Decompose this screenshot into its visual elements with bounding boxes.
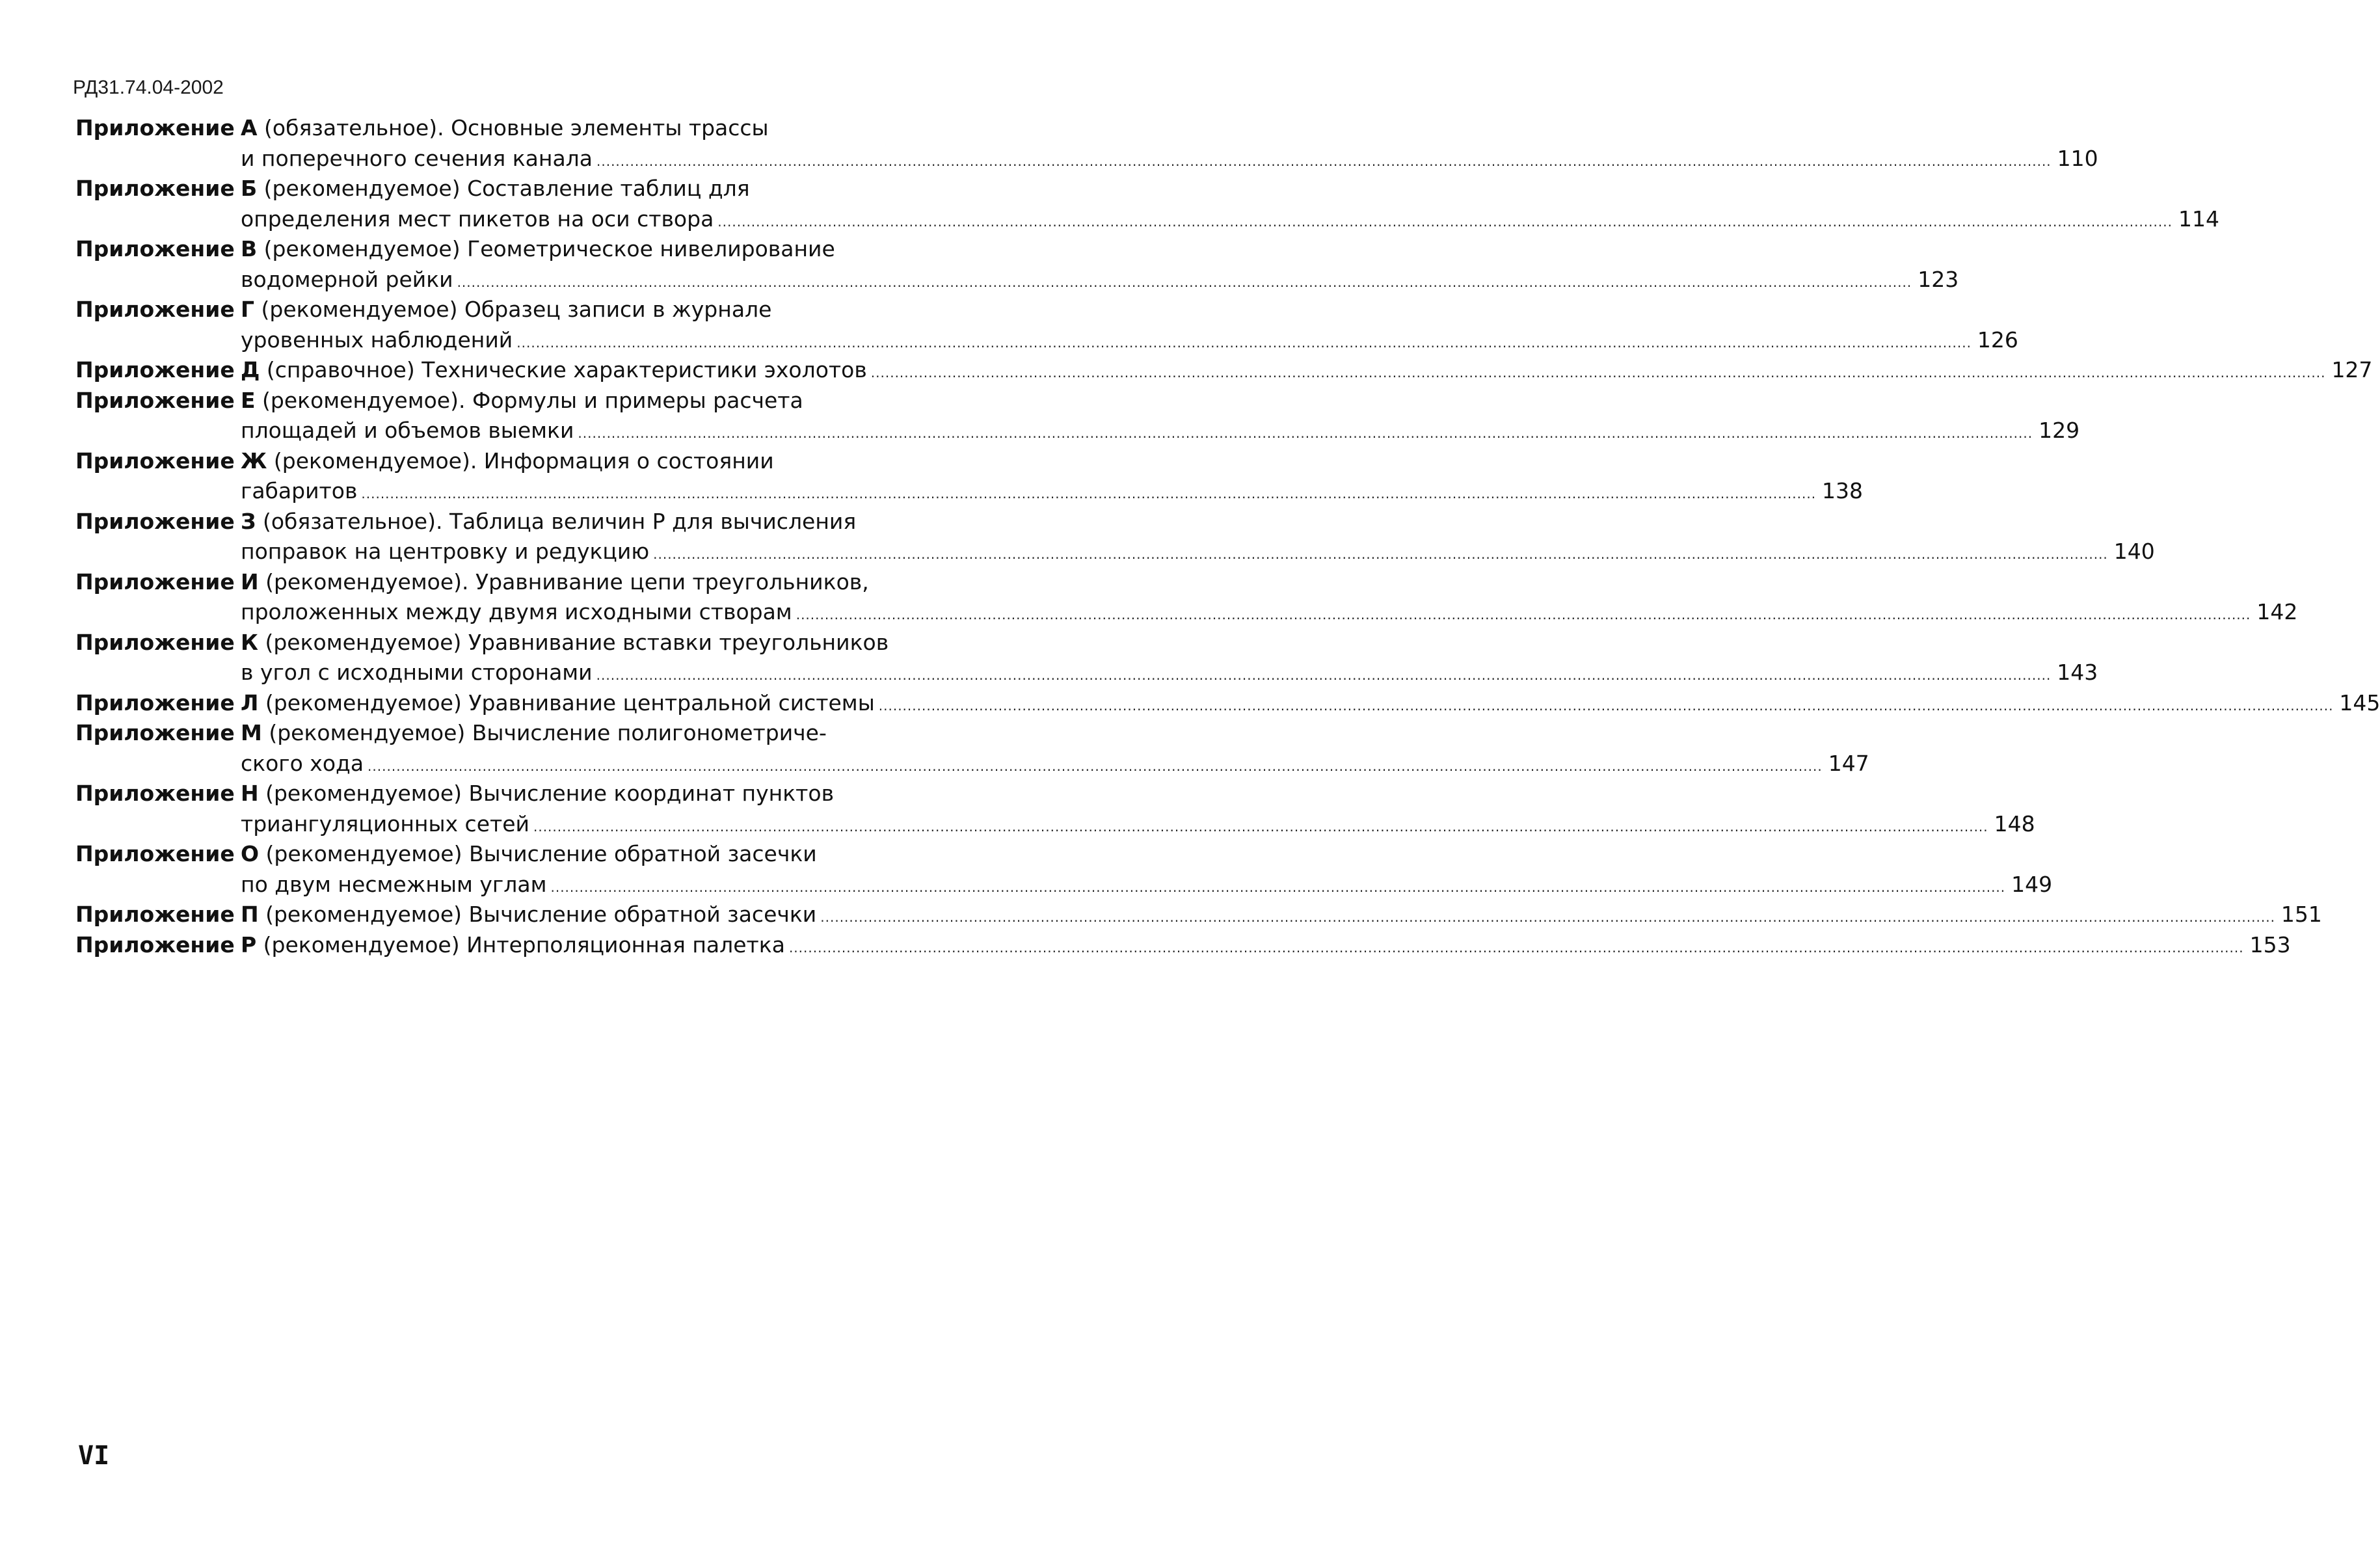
toc-entry-p[interactable] bbox=[75, 900, 2322, 930]
page-number-footer: VI bbox=[78, 1441, 110, 1471]
entry-title: (справочное) Технические характеристики эхолотов bbox=[260, 357, 867, 382]
entry-page-number: 145 bbox=[2339, 690, 2380, 716]
entry-letter: П bbox=[241, 902, 259, 927]
toc-entry-n[interactable] bbox=[75, 779, 2035, 839]
entry-letter: О bbox=[241, 841, 260, 866]
entry-letter: Б bbox=[241, 176, 258, 201]
entry-letter: Е bbox=[241, 387, 256, 413]
entry-letter: В bbox=[241, 236, 258, 261]
dot-leader bbox=[653, 548, 2108, 561]
entry-page-number: 142 bbox=[2256, 599, 2298, 624]
entry-label: Приложение bbox=[75, 176, 235, 201]
entry-title-continued: поправок на центровку и редукцию bbox=[241, 539, 650, 564]
entry-page-number: 126 bbox=[1977, 327, 2018, 353]
entry-label: Приложение bbox=[75, 387, 235, 413]
entry-page-number: 143 bbox=[2057, 660, 2098, 685]
entry-page-number: 147 bbox=[1828, 750, 1869, 776]
entry-letter: Р bbox=[241, 931, 257, 958]
entry-title-continued: габаритов bbox=[241, 478, 358, 503]
entry-title: (рекомендуемое) Вычисление обратной засечки bbox=[259, 841, 817, 866]
entry-label: Приложение bbox=[75, 720, 235, 745]
entry-title-continued: в угол с исходными сторонами bbox=[241, 660, 593, 685]
dot-leader bbox=[578, 427, 2033, 440]
entry-title-continued: проложенных между двумя исходными створам bbox=[241, 599, 792, 624]
entry-title: (рекомендуемое). Информация о состоянии bbox=[267, 448, 774, 474]
entry-page-number: 140 bbox=[2113, 539, 2155, 564]
entry-letter: Л bbox=[241, 690, 259, 716]
entry-page-number: 151 bbox=[2280, 902, 2322, 927]
entry-title-continued: площадей и объемов выемки bbox=[241, 418, 574, 443]
toc-entry-l[interactable] bbox=[75, 688, 2380, 719]
entry-label: Приложение bbox=[75, 781, 235, 806]
dot-leader bbox=[796, 608, 2251, 621]
dot-leader bbox=[717, 215, 2173, 228]
entry-page-number: 123 bbox=[1918, 266, 1959, 292]
entry-page-number: 110 bbox=[2057, 145, 2098, 171]
dot-leader bbox=[596, 155, 2052, 168]
toc-entry-z[interactable] bbox=[75, 507, 2155, 567]
entry-page-number: 114 bbox=[2178, 206, 2219, 232]
toc-entry-g[interactable] bbox=[75, 295, 2018, 355]
entry-title: (рекомендуемое) Вычисление полигонометриче- bbox=[261, 720, 827, 745]
dot-leader bbox=[457, 276, 1912, 289]
entry-page-number: 138 bbox=[1822, 478, 1864, 503]
entry-letter: З bbox=[241, 508, 256, 534]
entry-letter: Ж bbox=[241, 448, 267, 474]
dot-leader bbox=[516, 336, 1972, 349]
entry-page-number: 129 bbox=[2039, 418, 2080, 443]
entry-title: (рекомендуемое). Формулы и примеры расчета bbox=[255, 387, 803, 413]
toc-entry-d[interactable] bbox=[75, 355, 2373, 386]
entry-page-number: 149 bbox=[2011, 871, 2053, 897]
entry-page-number: 127 bbox=[2331, 357, 2373, 382]
dot-leader bbox=[789, 941, 2244, 954]
entry-title-continued: и поперечного сечения канала bbox=[241, 145, 593, 171]
entry-title: (рекомендуемое) Составление таблиц для bbox=[257, 176, 750, 201]
entry-letter: М bbox=[241, 720, 262, 745]
entry-title-continued: по двум несмежным углам bbox=[241, 871, 547, 897]
entry-label: Приложение bbox=[75, 569, 235, 595]
entry-title-continued: определения мест пикетов на оси створа bbox=[241, 206, 714, 232]
entry-label: Приложение bbox=[75, 841, 235, 866]
entry-title: (рекомендуемое). Уравнивание цепи треугольников, bbox=[258, 569, 869, 595]
toc-entry-e[interactable] bbox=[75, 386, 2080, 446]
table-of-contents bbox=[75, 113, 2380, 960]
dot-leader bbox=[596, 669, 2052, 682]
entry-letter: Д bbox=[241, 357, 260, 382]
entry-label: Приложение bbox=[75, 629, 235, 655]
dot-leader bbox=[871, 366, 2326, 379]
entry-label: Приложение bbox=[75, 115, 235, 141]
toc-entry-i[interactable] bbox=[75, 567, 2298, 628]
entry-label: Приложение bbox=[75, 297, 235, 322]
dot-leader bbox=[361, 487, 1816, 500]
dot-leader bbox=[533, 820, 1988, 833]
dot-leader bbox=[368, 760, 1823, 773]
entry-label: Приложение bbox=[75, 931, 235, 958]
entry-title: (рекомендуемое) Вычисление обратной засечки bbox=[258, 902, 817, 927]
dot-leader bbox=[879, 699, 2334, 712]
entry-letter: Н bbox=[241, 781, 259, 806]
entry-title: (обязательное). Основные элементы трассы bbox=[257, 115, 769, 141]
entry-label: Приложение bbox=[75, 236, 235, 261]
dot-leader bbox=[820, 911, 2275, 924]
entry-title: (рекомендуемое) Уравнивание центральной системы bbox=[258, 690, 875, 716]
toc-entry-v[interactable] bbox=[75, 234, 1959, 295]
toc-entry-k[interactable] bbox=[75, 628, 2098, 688]
entry-label: Приложение bbox=[75, 357, 235, 382]
entry-title-continued: водомерной рейки bbox=[241, 266, 453, 292]
toc-entry-o[interactable] bbox=[75, 839, 2053, 900]
entry-title: (рекомендуемое) Вычисление координат пунктов bbox=[258, 781, 835, 806]
toc-entry-r[interactable] bbox=[75, 930, 2291, 961]
entry-label: Приложение bbox=[75, 902, 235, 927]
entry-title: (рекомендуемое) Уравнивание вставки треугольников bbox=[258, 629, 889, 655]
entry-title-continued: уровенных наблюдений bbox=[241, 327, 513, 353]
entry-title: (обязательное). Таблица величин Р для вычисления bbox=[256, 508, 857, 534]
entry-title-continued: триангуляционных сетей bbox=[241, 810, 529, 837]
entry-letter: А bbox=[241, 115, 258, 141]
toc-entry-b[interactable] bbox=[75, 174, 2219, 234]
entry-letter: Г bbox=[241, 297, 255, 322]
toc-entry-m[interactable] bbox=[75, 718, 1869, 779]
entry-label: Приложение bbox=[75, 690, 235, 716]
document-code: РД31.74.04-2002 bbox=[73, 77, 224, 98]
toc-entry-a[interactable] bbox=[75, 113, 2098, 174]
entry-label: Приложение bbox=[75, 448, 235, 474]
entry-letter: К bbox=[241, 629, 258, 655]
entry-title: (рекомендуемое) Интерполяционная палетка bbox=[256, 931, 785, 958]
entry-title-continued: ского хода bbox=[241, 750, 364, 776]
entry-page-number: 148 bbox=[1994, 810, 2035, 837]
entry-title: (рекомендуемое) Геометрическое нивелирование bbox=[257, 236, 835, 261]
entry-page-number: 153 bbox=[2249, 931, 2291, 958]
dot-leader bbox=[550, 881, 2005, 894]
entry-label: Приложение bbox=[75, 508, 235, 534]
entry-title: (рекомендуемое) Образец записи в журнале bbox=[254, 297, 772, 322]
toc-entry-zh[interactable] bbox=[75, 446, 1864, 507]
entry-letter: И bbox=[241, 569, 259, 595]
